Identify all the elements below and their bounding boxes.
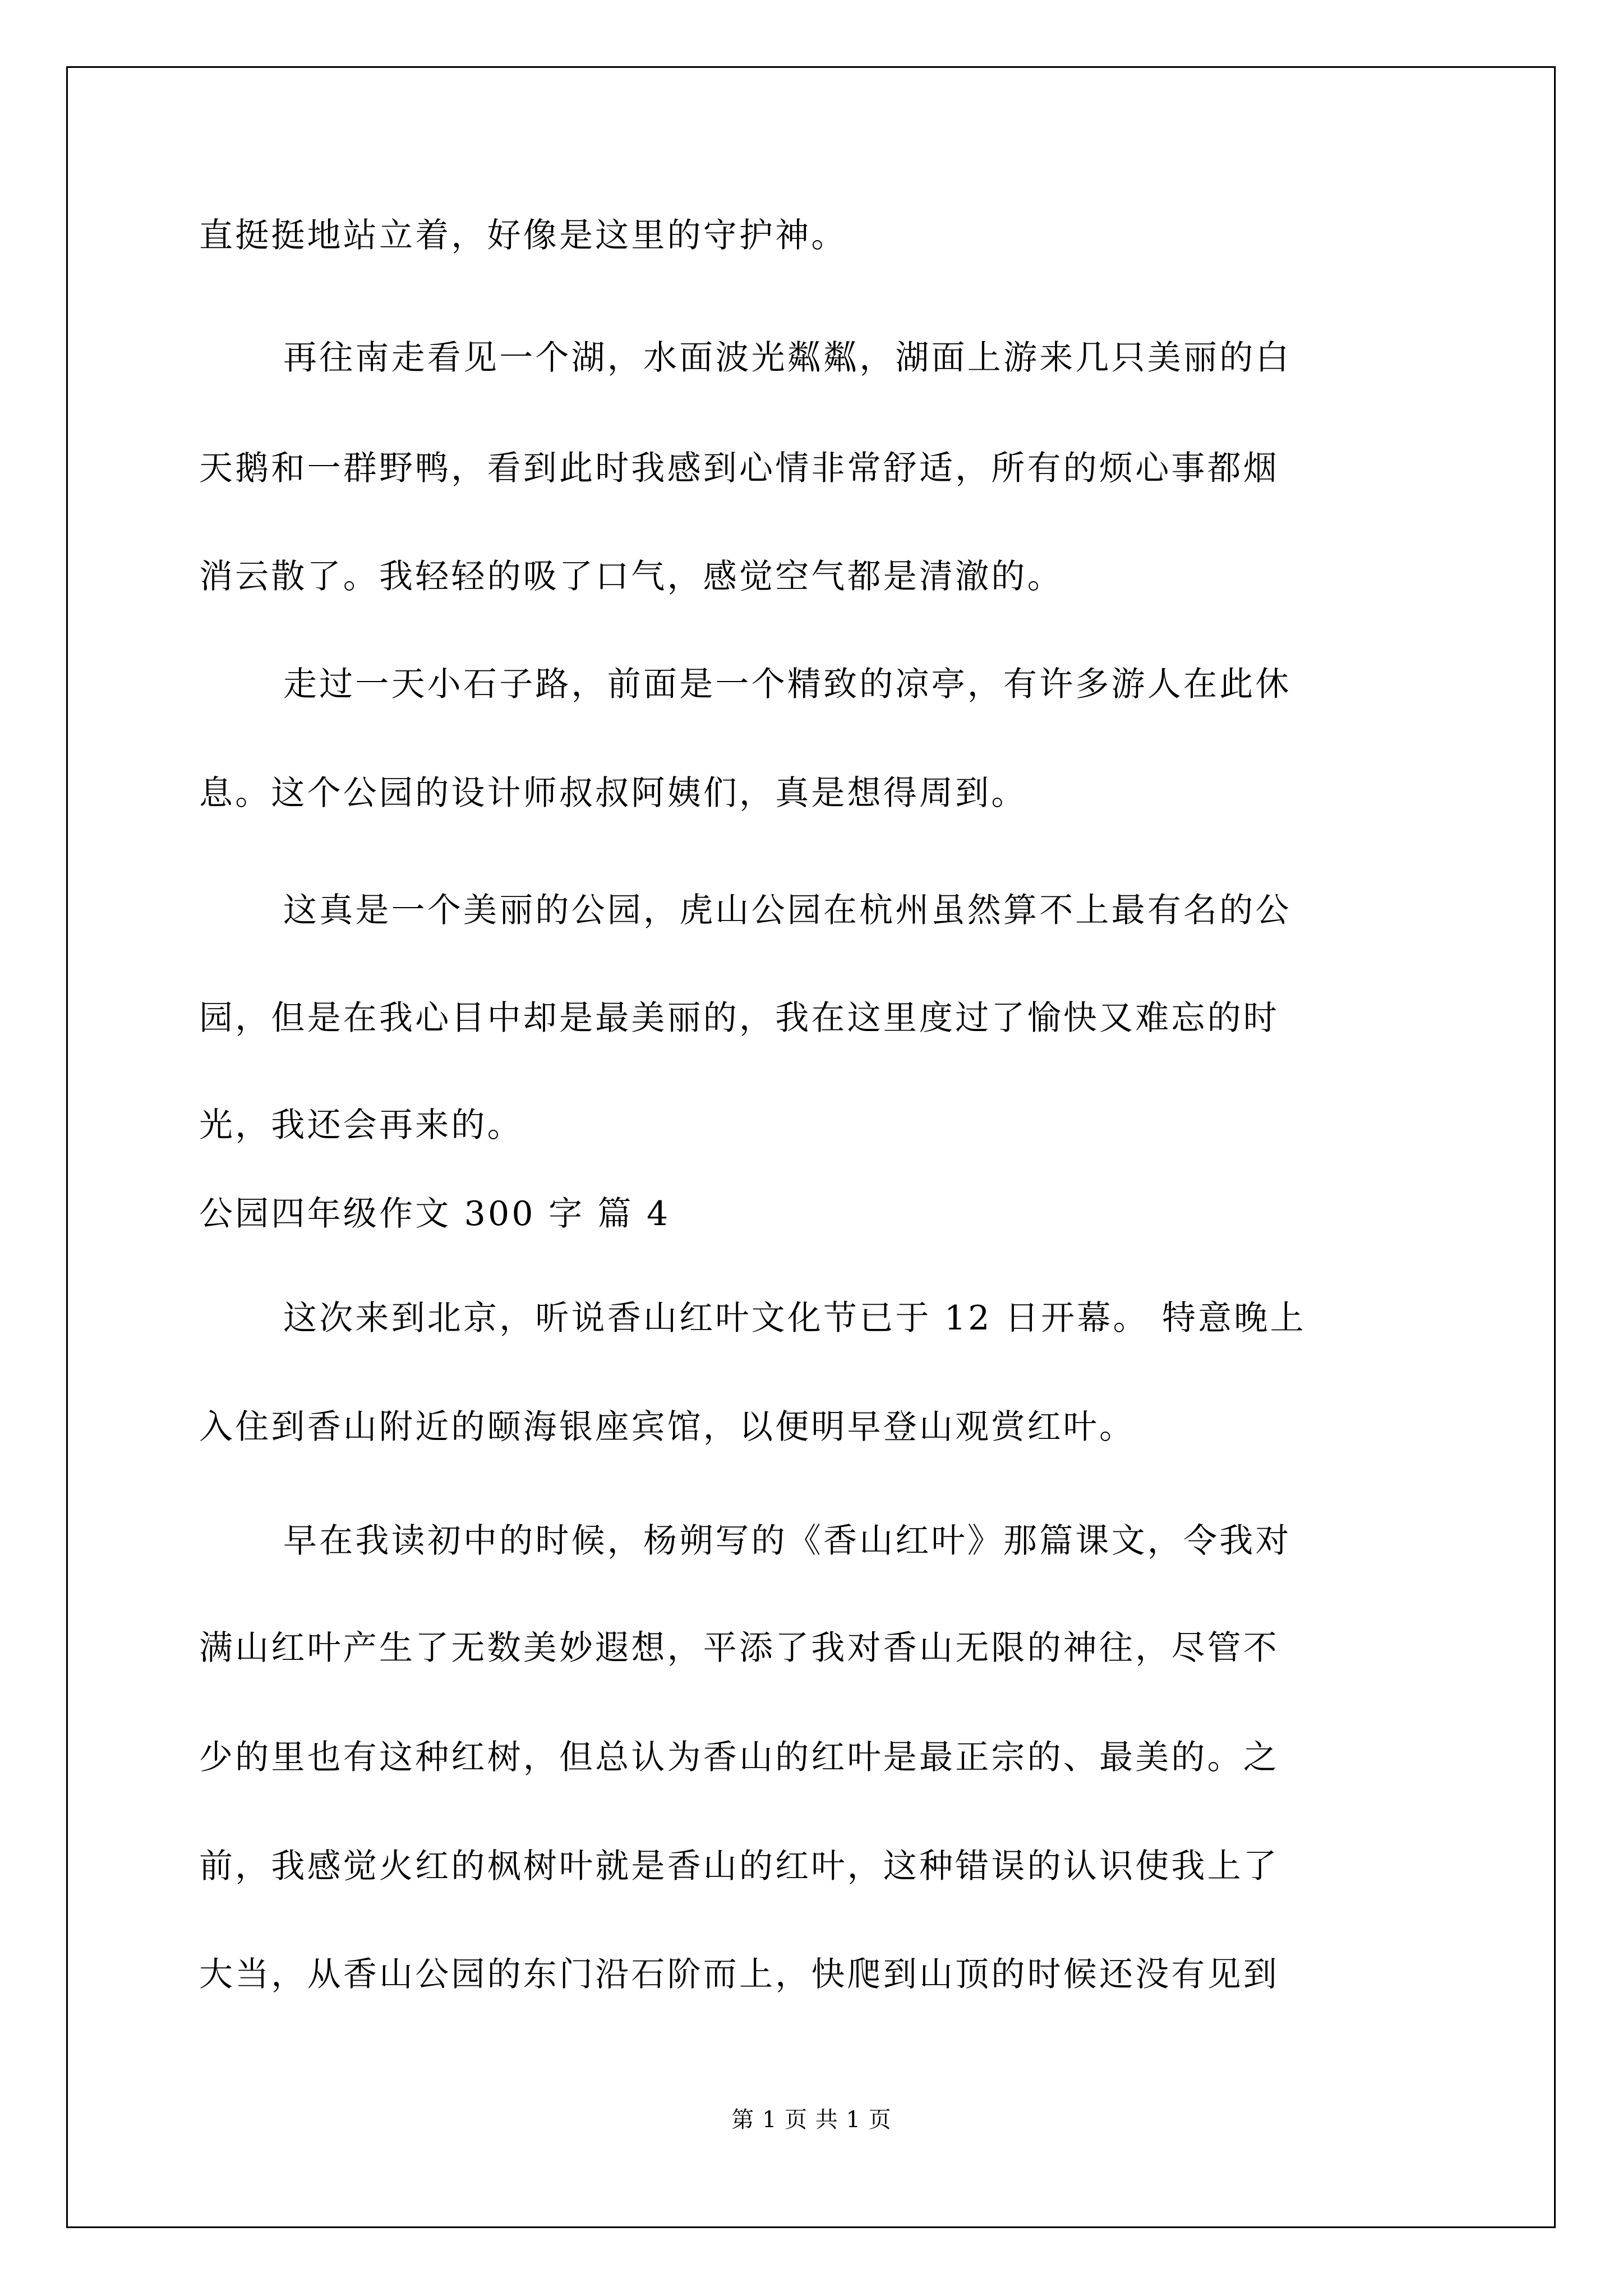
paragraph-first-line: 走过一天小石子路，前面是一个精致的凉亭，有许多游人在此休 bbox=[283, 665, 1292, 704]
text-line: 天鹅和一群野鸭，看到此时我感到心情非常舒适，所有的烦心事都烟 bbox=[199, 449, 1279, 488]
text-line: 息。这个公园的设计师叔叔阿姨们，真是想得周到。 bbox=[199, 774, 1027, 813]
paragraph-first-line: 再往南走看见一个湖，水面波光粼粼，湖面上游来几只美丽的白 bbox=[283, 338, 1292, 378]
paragraph-first-line: 早在我读初中的时候，杨朔写的《香山红叶》那篇课文，令我对 bbox=[283, 1521, 1292, 1561]
page-footer: 第 1 页 共 1 页 bbox=[731, 2107, 892, 2133]
text-line: 入住到香山附近的颐海银座宾馆，以便明早登山观赏红叶。 bbox=[199, 1407, 1136, 1447]
text-line: 少的里也有这种红树，但总认为香山的红叶是最正宗的、最美的。之 bbox=[199, 1738, 1279, 1777]
text-line: 前，我感觉火红的枫树叶就是香山的红叶，这种错误的认识使我上了 bbox=[199, 1847, 1279, 1886]
section-heading: 公园四年级作文 300 字 篇 4 bbox=[199, 1194, 671, 1234]
text-line: 园，但是在我心目中却是最美丽的，我在这里度过了愉快又难忘的时 bbox=[199, 999, 1279, 1038]
text-line: 大当，从香山公园的东门沿石阶而上，快爬到山顶的时候还没有见到 bbox=[199, 1955, 1279, 1994]
text-line: 消云散了。我轻轻的吸了口气，感觉空气都是清澈的。 bbox=[199, 557, 1063, 596]
text-line: 满山红叶产生了无数美妙遐想，平添了我对香山无限的神往，尽管不 bbox=[199, 1628, 1279, 1668]
paragraph-first-line: 这次来到北京，听说香山红叶文化节已于 12 日开幕。 特意晚上 bbox=[283, 1299, 1306, 1338]
text-line: 光，我还会再来的。 bbox=[199, 1106, 523, 1145]
text-line: 直挺挺地站立着，好像是这里的守护神。 bbox=[199, 216, 847, 255]
paragraph-first-line: 这真是一个美丽的公园，虎山公园在杭州虽然算不上最有名的公 bbox=[283, 891, 1292, 930]
